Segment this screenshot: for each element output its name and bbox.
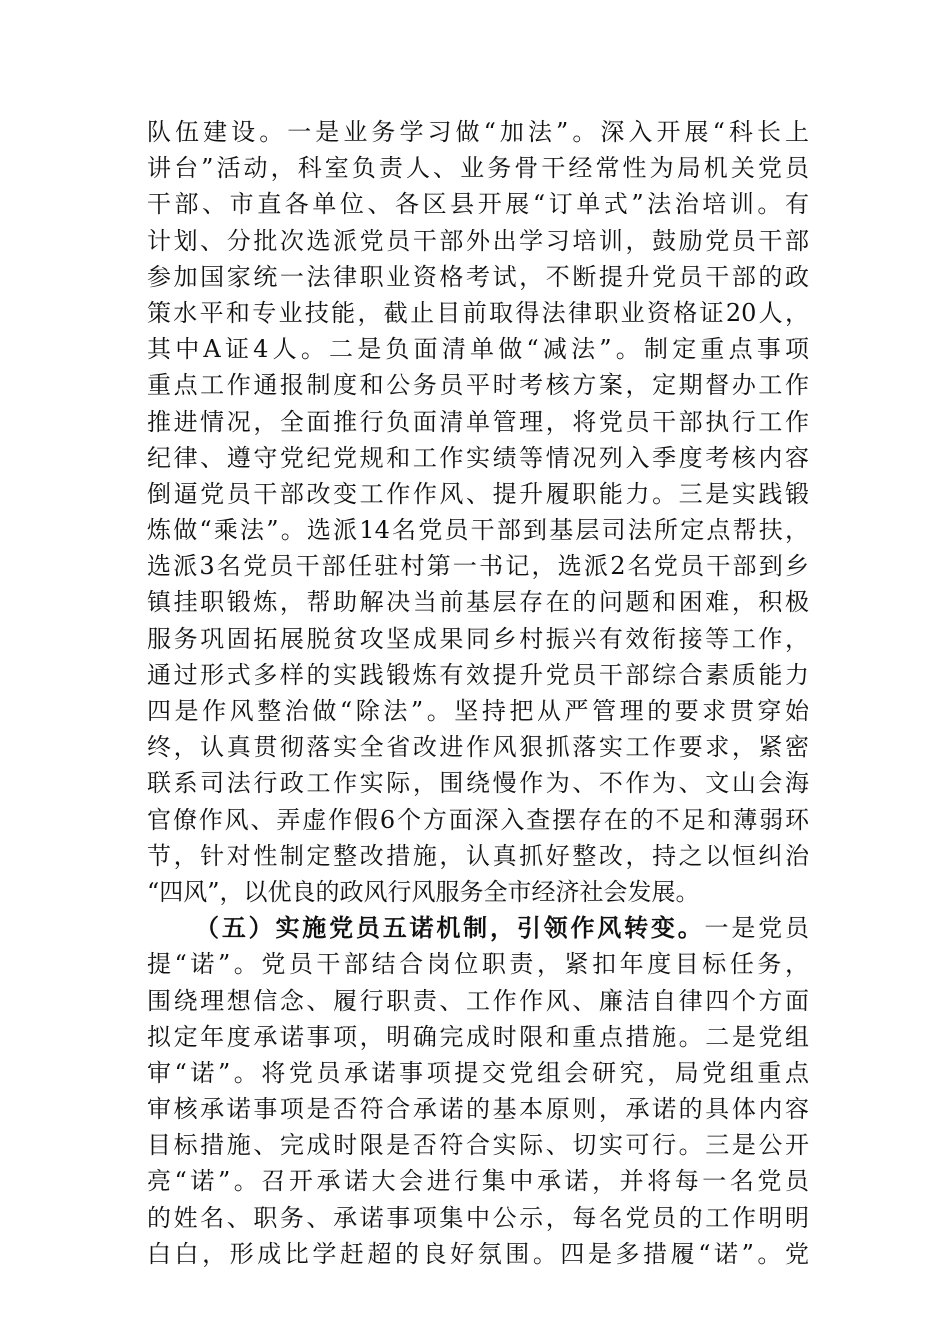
text-line: 节，针对性制定整改措施，认真抓好整改，持之以恒纠治 bbox=[147, 841, 809, 870]
text-line: 审核承诺事项是否符合承诺的基本原则，承诺的具体内容 bbox=[147, 1095, 809, 1124]
section-heading: （五）实施党员五诺机制，引领作风转变。 bbox=[195, 913, 705, 943]
text-line: 目标措施、完成时限是否符合实际、切实可行。三是公开 bbox=[147, 1131, 809, 1160]
text-line: 讲台”活动，科室负责人、业务骨干经常性为局机关党员 bbox=[147, 154, 809, 183]
text-line: 审“诺”。将党员承诺事项提交党组会研究，局党组重点 bbox=[147, 1058, 809, 1087]
text-line: 推进情况，全面推行负面清单管理，将党员干部执行工作 bbox=[147, 407, 809, 436]
text-line: 四是作风整治做“除法”。坚持把从严管理的要求贯穿始 bbox=[147, 697, 809, 725]
text-line: 官僚作风、弄虚作假6个方面深入查摆存在的不足和薄弱环 bbox=[147, 805, 809, 834]
text-line: 服务巩固拓展脱贫攻坚成果同乡村振兴有效衔接等工作， bbox=[147, 624, 809, 653]
text-line: 计划、分批次选派党员干部外出学习培训，鼓励党员干部 bbox=[147, 226, 809, 255]
body-text bbox=[147, 114, 809, 1272]
text-line: 策水平和专业技能，截止目前取得法律职业资格证20人， bbox=[147, 298, 809, 327]
text-line: 终，认真贯彻落实全省改进作风狠抓落实工作要求，紧密 bbox=[147, 733, 809, 762]
text-line: 其中A证4人。二是负面清单做“减法”。制定重点事项 bbox=[147, 335, 809, 364]
section-heading-continuation: 一是党员 bbox=[704, 914, 810, 943]
text-line: 重点工作通报制度和公务员平时考核方案，定期督办工作 bbox=[147, 371, 809, 400]
text-line: 倒逼党员干部改变工作作风、提升履职能力。三是实践锻 bbox=[147, 479, 809, 508]
text-line: 联系司法行政工作实际，围绕慢作为、不作为、文山会海 bbox=[147, 769, 809, 798]
text-line: 参加国家统一法律职业资格考试，不断提升党员干部的政 bbox=[147, 262, 809, 291]
text-line: 的姓名、职务、承诺事项集中公示，每名党员的工作明明 bbox=[147, 1203, 809, 1232]
paragraph-last-line: “四风”，以优良的政风行风服务全市经济社会发展。 bbox=[147, 877, 700, 906]
text-line: 选派3名党员干部任驻村第一书记，选派2名党员干部到乡 bbox=[147, 552, 809, 581]
text-line: 干部、市直各单位、各区县开展“订单式”法治培训。有 bbox=[147, 190, 809, 219]
text-line: 炼做“乘法”。选派14名党员干部到基层司法所定点帮扶， bbox=[147, 516, 809, 545]
text-line: 围绕理想信念、履行职责、工作作风、廉洁自律四个方面 bbox=[147, 986, 809, 1015]
text-line: 白白，形成比学赶超的良好氛围。四是多措履“诺”。党 bbox=[147, 1239, 809, 1268]
text-line: 镇挂职锻炼，帮助解决当前基层存在的问题和困难，积极 bbox=[147, 588, 809, 617]
text-line: 亮“诺”。召开承诺大会进行集中承诺，并将每一名党员 bbox=[147, 1167, 809, 1196]
text-line: 提“诺”。党员干部结合岗位职责，紧扣年度目标任务， bbox=[147, 950, 809, 979]
text-line: 队伍建设。一是业务学习做“加法”。深入开展“科长上 bbox=[147, 118, 809, 146]
text-line: 拟定年度承诺事项，明确完成时限和重点措施。二是党组 bbox=[147, 1022, 809, 1051]
section-heading-line bbox=[147, 910, 809, 946]
text-line: 通过形式多样的实践锻炼有效提升党员干部综合素质能力 bbox=[147, 660, 809, 689]
text-line: 纪律、遵守党纪党规和工作实绩等情况列入季度考核内容 bbox=[147, 443, 809, 472]
